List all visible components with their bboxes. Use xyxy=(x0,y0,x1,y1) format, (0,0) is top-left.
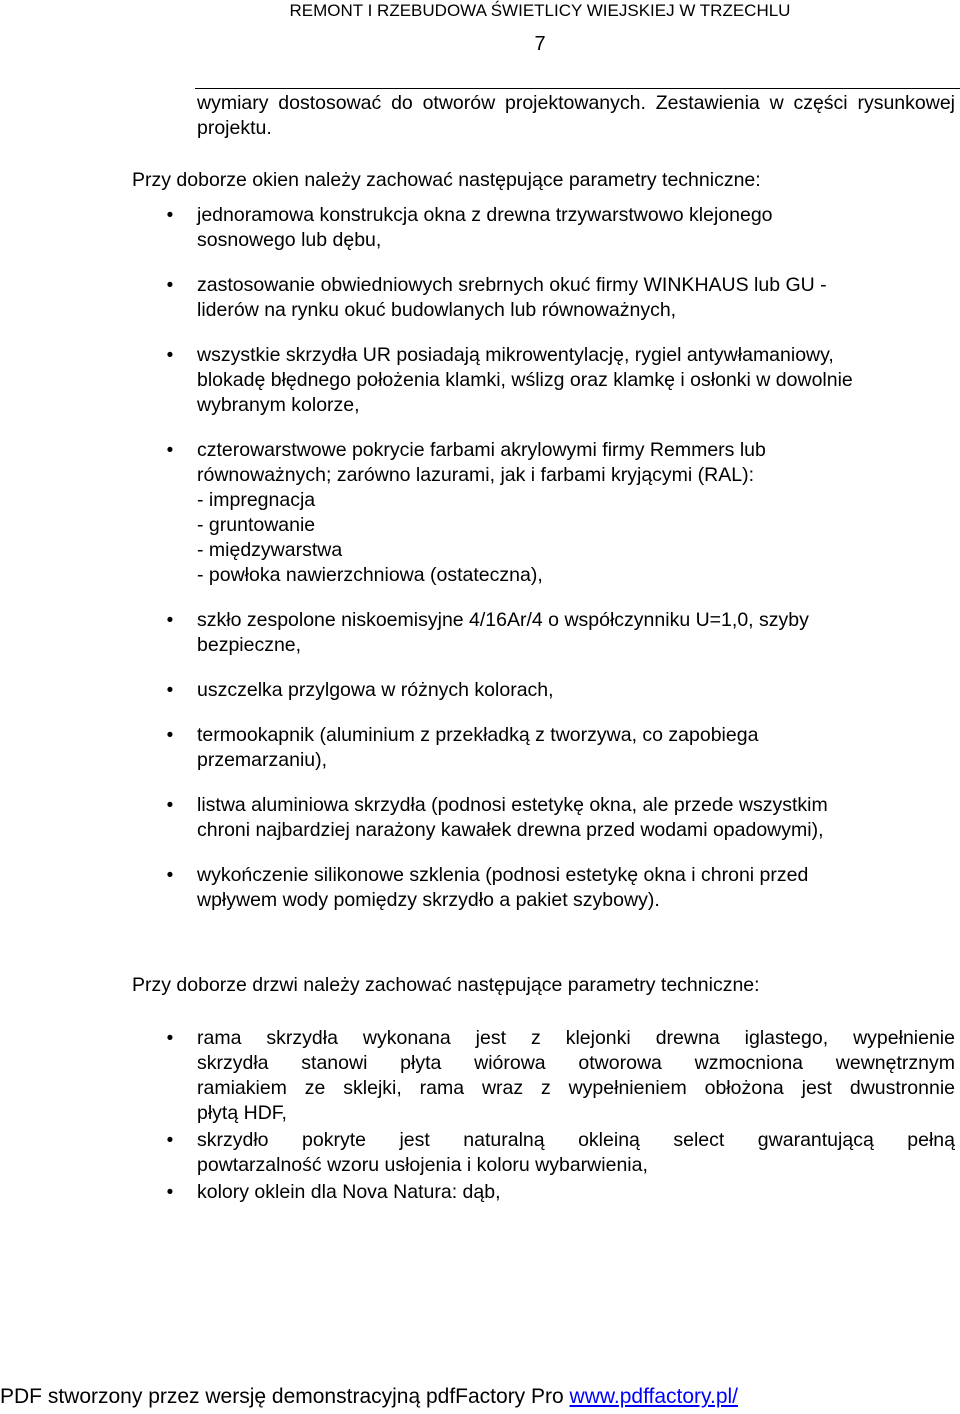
bullet-icon: • xyxy=(166,865,174,886)
text-line: skrzydła stanowi płyta wiórowa otworowa wzmocniona wewnętrznym xyxy=(197,1052,955,1074)
list-item xyxy=(166,608,955,658)
text-line: czterowarstwowe pokrycie farbami akrylowymi firmy Remmers lub xyxy=(197,439,766,461)
bullet-icon: • xyxy=(166,1182,174,1203)
text-line: - gruntowanie xyxy=(197,514,316,536)
header-rule xyxy=(195,88,960,89)
list-item xyxy=(166,723,955,773)
text-line: - powłoka nawierzchniowa (ostateczna), xyxy=(197,564,543,586)
text-line: ramiakiem ze sklejki, rama wraz z wypełnieniem obłożona jest dwustronnie xyxy=(197,1077,955,1099)
bullet-icon: • xyxy=(166,1028,174,1049)
text-line: skrzydło pokryte jest naturalną okleiną select gwarantującą pełną xyxy=(197,1129,955,1151)
text-line: wymiary dostosować do otworów projektowanych. Zestawienia w części xyxy=(197,92,848,114)
text-line: wpływem wody pomiędzy skrzydło a pakiet szybowy). xyxy=(197,889,660,911)
page-number: 7 xyxy=(534,33,546,55)
bullet-icon: • xyxy=(166,680,174,701)
text-line: uszczelka przylgowa w różnych kolorach, xyxy=(197,679,554,701)
text-line: chroni najbardziej narażony kawałek drewna przed wodami opadowymi), xyxy=(197,819,824,841)
text-line: powtarzalność wzoru usłojenia i koloru wybarwienia, xyxy=(197,1154,648,1176)
continuation-paragraph xyxy=(197,91,955,141)
footer-link[interactable]: www.pdffactory.pl/ xyxy=(569,1385,739,1408)
list-item xyxy=(166,1128,955,1178)
text-line: termookapnik (aluminium z przekładką z tworzywa, co zapobiega xyxy=(197,724,759,746)
list-item xyxy=(166,203,955,253)
list-item xyxy=(166,793,955,843)
list-item xyxy=(166,438,955,588)
text-line: rysunkowej projektu. xyxy=(197,92,955,139)
list-item xyxy=(166,1180,955,1205)
bullet-icon: • xyxy=(166,345,174,366)
text-line: blokadę błędnego położenia klamki, wślizg oraz klamkę i osłonki w dowolnie xyxy=(197,369,853,391)
list-item xyxy=(166,343,955,418)
text-line: kolory oklein dla Nova Natura: dąb, xyxy=(197,1181,501,1203)
text-line: jednoramowa konstrukcja okna z drewna trzywarstwowo klejonego xyxy=(197,204,773,226)
footer xyxy=(0,1384,960,1410)
list-item xyxy=(166,1026,955,1126)
text-line: płytą HDF, xyxy=(197,1102,287,1124)
text-line: przemarzaniu), xyxy=(197,749,328,771)
text-line: wybranym kolorze, xyxy=(197,394,360,416)
footer-text: PDF stworzony przez wersję demonstracyjną pdfFactory Pro xyxy=(0,1385,570,1408)
bullet-icon: • xyxy=(166,275,174,296)
bullet-icon: • xyxy=(166,440,174,461)
windows-intro: Przy doborze okien należy zachować następujące parametry techniczne: xyxy=(132,169,761,191)
text-line: równoważnych; zarówno lazurami, jak i farbami kryjącymi (RAL): xyxy=(197,464,754,486)
text-line: - międzywarstwa xyxy=(197,539,343,561)
list-item xyxy=(166,273,955,323)
text-line: sosnowego lub dębu, xyxy=(197,229,382,251)
bullet-icon: • xyxy=(166,795,174,816)
text-line: - impregnacja xyxy=(197,489,316,511)
bullet-icon: • xyxy=(166,610,174,631)
header-title: REMONT I RZEBUDOWA ŚWIETLICY WIEJSKIEJ W TRZECHLU xyxy=(289,1,791,20)
doors-intro: Przy doborze drzwi należy zachować następujące parametry techniczne: xyxy=(132,974,760,996)
text-line: bezpieczne, xyxy=(197,634,302,656)
text-line: rama skrzydła wykonana jest z klejonki drewna iglastego, wypełnienie xyxy=(197,1027,955,1049)
text-line: wykończenie silikonowe szklenia (podnosi estetykę okna i chroni przed xyxy=(197,864,809,886)
text-line: zastosowanie obwiedniowych srebrnych okuć firmy WINKHAUS lub GU - xyxy=(197,274,827,296)
text-line: liderów na rynku okuć budowlanych lub równoważnych, xyxy=(197,299,677,321)
bullet-icon: • xyxy=(166,725,174,746)
text-line: szkło zespolone niskoemisyjne 4/16Ar/4 o współczynniku U=1,0, szyby xyxy=(197,609,809,631)
list-item xyxy=(166,863,955,913)
bullet-icon: • xyxy=(166,1130,174,1151)
text-line: wszystkie skrzydła UR posiadają mikrowentylację, rygiel antywłamaniowy, xyxy=(197,344,834,366)
bullet-icon: • xyxy=(166,205,174,226)
list-item xyxy=(166,678,955,703)
text-line: listwa aluminiowa skrzydła (podnosi estetykę okna, ale przede wszystkim xyxy=(197,794,828,816)
